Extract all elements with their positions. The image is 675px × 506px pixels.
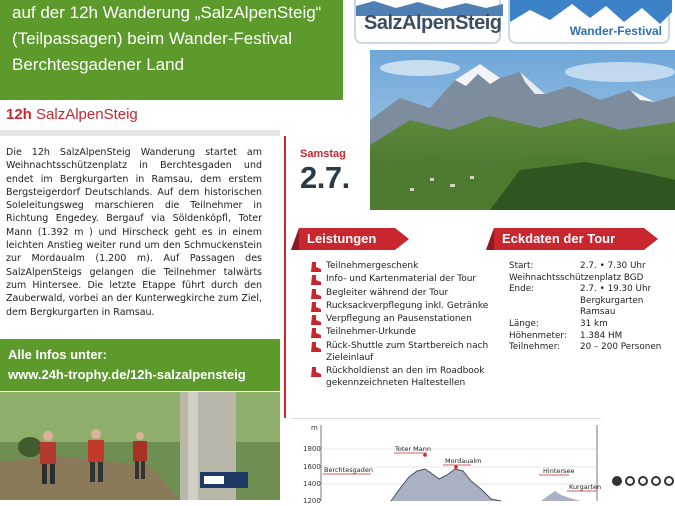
profile-tick: 1400 (303, 480, 321, 488)
boot-icon (310, 367, 322, 377)
header-line: (Teilpassagen) beim Wander-Festival (12, 29, 292, 48)
profile-label-toter-mann: Toter Mann (395, 445, 431, 453)
date-weekday: Samstag (300, 148, 346, 160)
profile-label-hintersee: Hintersee (543, 467, 575, 475)
pager-dot[interactable] (664, 476, 674, 486)
leistungen-list (310, 261, 490, 391)
profile-unit-label: m (311, 424, 318, 432)
profile-tick: 1200 (303, 497, 321, 505)
mountain-panorama-photo (370, 50, 675, 210)
section-title-rest: SalzAlpenSteig (36, 106, 138, 123)
pager-dot[interactable] (651, 476, 661, 486)
wander-festival-logo-text: Wander-Festival (569, 24, 662, 38)
table-row: Ende: 2.7. • 19.30 Uhr (509, 284, 652, 295)
slideshow-pager (612, 473, 675, 487)
list-item: Teilnehmer-Urkunde (310, 327, 490, 339)
boot-icon (310, 315, 322, 325)
date-value: 2.7. (300, 160, 350, 195)
eckdaten-banner (486, 228, 658, 250)
profile-label-berchtesgaden: Berchtesgaden (324, 466, 373, 474)
profile-label-kurgarten: Kurgarten (569, 483, 602, 491)
section-title (6, 106, 138, 123)
table-row: Höhenmeter: 1.384 HM (509, 330, 623, 341)
pager-dot[interactable] (638, 476, 648, 486)
leistungen-banner (291, 228, 409, 250)
list-item: Rück-Shuttle zum Startbereich nach Zieleinlauf (310, 341, 490, 365)
boot-icon (310, 342, 322, 352)
pager-dot[interactable] (612, 476, 622, 486)
table-row: Start: 2.7. • 7.30 Uhr (509, 261, 646, 271)
vertical-divider (284, 136, 286, 418)
list-item: Teilnehmergeschenk (310, 261, 490, 273)
wander-festival-logo (508, 0, 670, 44)
table-row: Teilnehmer: 20 – 200 Personen (509, 342, 662, 353)
info-url-link[interactable]: www.24h-trophy.de/12h-salzalpensteig (8, 367, 246, 382)
boot-icon (310, 262, 322, 272)
header-line: auf der 12h Wanderung „SalzAlpenSteig“ (12, 3, 322, 22)
boot-icon (310, 328, 322, 338)
table-row: Länge: 31 km (509, 318, 608, 329)
header-line: Berchtesgadener Land (12, 55, 185, 74)
eckdaten-title: Eckdaten der Tour (502, 231, 616, 246)
list-item: Rückholdienst an den im Roadbook gekennzeichneten Haltestellen (310, 366, 490, 390)
eckdaten-table (509, 261, 675, 354)
boot-icon (310, 289, 322, 299)
salzalpensteig-logo (354, 0, 501, 44)
list-item: Rucksackverpflegung inkl. Getränke (310, 301, 490, 313)
info-box (0, 339, 280, 391)
section-title-bold: 12h (6, 106, 32, 123)
profile-tick: 1800 (303, 445, 321, 453)
table-row: Ramsau (580, 307, 616, 318)
leistungen-title: Leistungen (307, 231, 377, 246)
list-item: Verpflegung an Pausenstationen (310, 314, 490, 326)
list-item: Begleiter während der Tour (310, 288, 490, 300)
section-divider (0, 130, 280, 136)
elevation-profile (291, 418, 602, 505)
info-heading: Alle Infos unter: (8, 347, 107, 362)
pager-dot[interactable] (625, 476, 635, 486)
boot-icon (310, 302, 322, 312)
table-row: Bergkurgarten (580, 295, 644, 306)
profile-label-mordaualm: Mordaualm (445, 457, 482, 465)
profile-tick: 1600 (303, 463, 321, 471)
hikers-photo (0, 392, 280, 500)
list-item: Info- und Kartenmaterial der Tour (310, 274, 490, 286)
salzalpensteig-logo-text: SalzAlpenSteig (364, 12, 502, 34)
table-row: Weihnachtsschützenplatz BGD (509, 272, 644, 283)
boot-icon (310, 275, 322, 285)
tour-description: Die 12h SalzAlpenSteig Wanderung startet am Weihnachtsschützenplatz in Berchtesgaden und endet im Bergkurgarten in Ramsau, dem erstem Bergsteigerdorf Deutschlands. Auf dem historischen Soleleitungsweg marschieren die Teilnehmer in Richtung Engedey. Bergauf via Söldenköpfl, Toter Mann (1.392 m ) und Hirscheck geht es in einem leichten Anstieg weiter rund um den Schmuckenstein zur Mordaualm (1.200 m). Auf Passagen des SalzAlpenSteigs gelangen die Teilnehmer talwärts zum Hintersee. Die letzte Etappe führt durch den Zauberwald, vorbei an der Kunterwegkirche zum Ziel, dem Bergkurgarten in Ramsau. (6, 147, 262, 318)
header-banner (0, 0, 343, 100)
